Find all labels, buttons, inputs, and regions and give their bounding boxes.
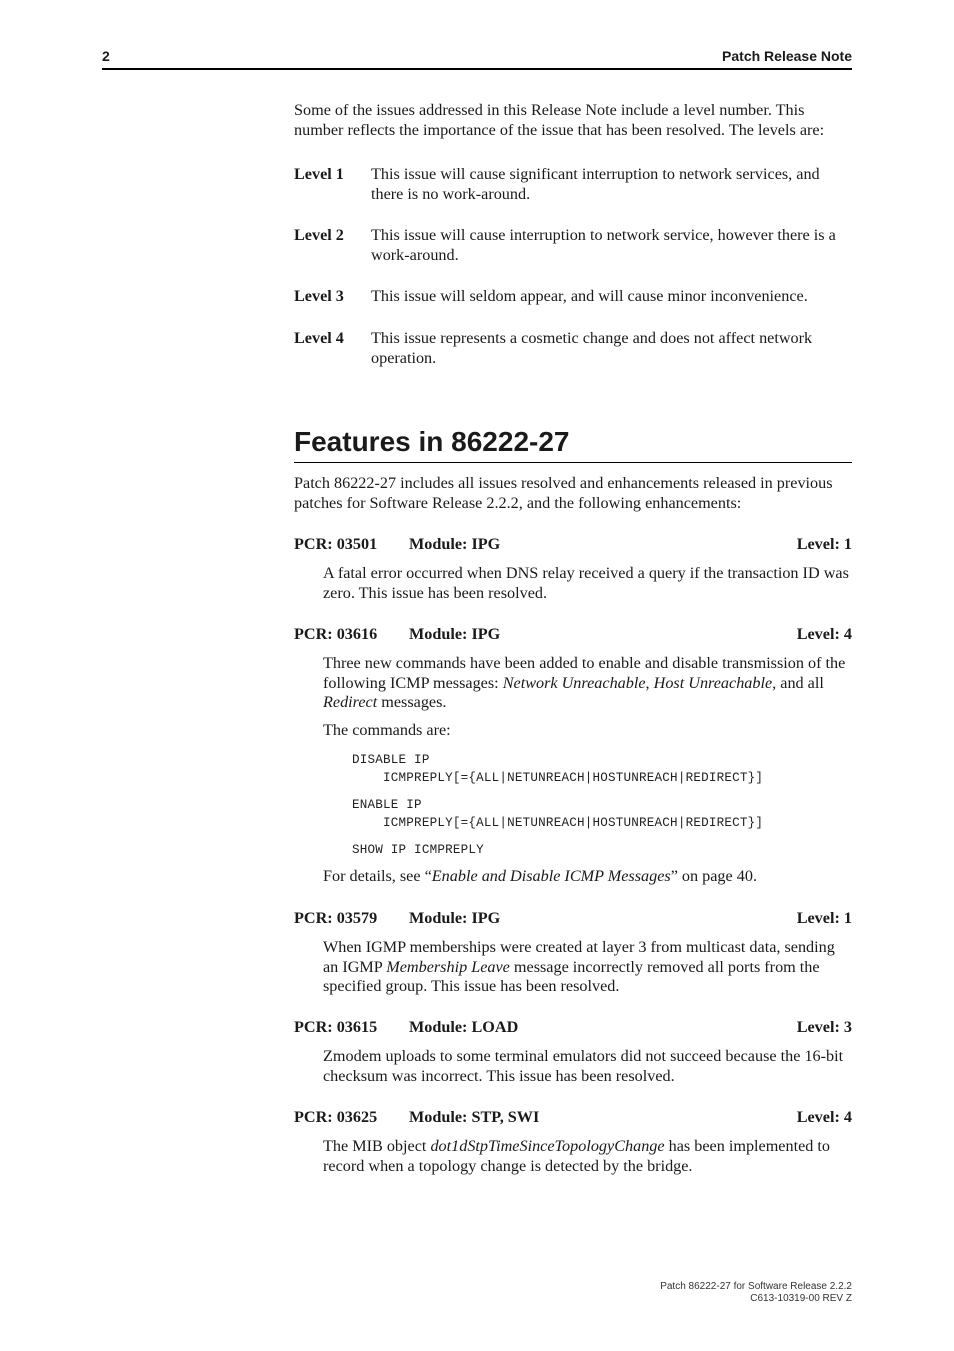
pcr-level: Level: 4 [796, 625, 852, 643]
level-label: Level 3 [294, 287, 344, 305]
section-title: Features in 86222-27 [294, 424, 852, 463]
cross-reference-link[interactable]: Enable and Disable ICMP Messages [431, 867, 671, 885]
page-header [102, 48, 852, 70]
level-label: Level 4 [294, 329, 344, 347]
pcr-heading [294, 1108, 852, 1128]
footer-release: Patch 86222-27 for Software Release 2.2.2 [660, 1281, 852, 1292]
level-label: Level 1 [294, 165, 344, 183]
pcr-description: Zmodem uploads to some terminal emulators did not succeed because the 16-bit checksum was incorrect. This issue has been resolved. [323, 1047, 844, 1085]
pcr-module: Module: LOAD [409, 1018, 519, 1036]
page-number: 2 [102, 48, 110, 64]
level-text: This issue represents a cosmetic change and does not affect network operation. [371, 329, 813, 367]
pcr-heading [294, 625, 852, 645]
pcr-level: Level: 1 [796, 909, 852, 927]
pcr-level: Level: 3 [796, 1018, 852, 1036]
level-text: This issue will cause interruption to network service, however there is a work-around. [371, 226, 836, 264]
command-line: ENABLE IP [352, 798, 422, 812]
pcr-level: Level: 1 [796, 535, 852, 553]
pcr-heading [294, 535, 852, 555]
pcr-heading [294, 1018, 852, 1038]
pcr-level: Level: 4 [796, 1108, 852, 1126]
details-reference: For details, see “Enable and Disable ICMP Messages” on page 40. [323, 867, 757, 885]
level-text: This issue will cause significant interruption to network services, and there is no work-around. [371, 165, 820, 203]
pcr-number: PCR: 03579 [294, 909, 378, 927]
pcr-description: The MIB object dot1dStpTimeSinceTopologyChange has been implemented to record when a topology change is detected by the bridge. [323, 1137, 831, 1175]
pcr-module: Module: IPG [409, 625, 501, 643]
pcr-module: Module: IPG [409, 909, 501, 927]
command-line: ICMPREPLY[={ALL|NETUNREACH|HOSTUNREACH|REDIRECT}] [352, 816, 764, 830]
pcr-module: Module: STP, SWI [409, 1108, 540, 1126]
pcr-number: PCR: 03616 [294, 625, 378, 643]
section-intro: Patch 86222-27 includes all issues resolved and enhancements released in previous patches for Software Release 2.2.2, and the following enhancements: [294, 474, 833, 512]
commands-intro: The commands are: [323, 721, 451, 739]
pcr-module: Module: IPG [409, 535, 501, 553]
header-title: Patch Release Note [722, 48, 852, 64]
pcr-description: A fatal error occurred when DNS relay received a query if the transaction ID was zero. This issue has been resolved. [323, 564, 849, 602]
page-footer [660, 1281, 852, 1305]
command-line: ICMPREPLY[={ALL|NETUNREACH|HOSTUNREACH|REDIRECT}] [352, 771, 764, 785]
level-text: This issue will seldom appear, and will cause minor inconvenience. [371, 287, 808, 305]
pcr-number: PCR: 03501 [294, 535, 378, 553]
pcr-number: PCR: 03625 [294, 1108, 378, 1126]
pcr-heading [294, 909, 852, 929]
footer-doc-number: C613-10319-00 REV Z [750, 1293, 852, 1304]
pcr-description: Three new commands have been added to enable and disable transmission of the following ICMP messages: Network Unreachable, Host Unreachable, and all Redirect messages. [323, 654, 846, 711]
level-label: Level 2 [294, 226, 344, 244]
command-line: SHOW IP ICMPREPLY [352, 843, 484, 857]
pcr-number: PCR: 03615 [294, 1018, 378, 1036]
intro-paragraph: Some of the issues addressed in this Release Note include a level number. This number reflects the importance of the issue that has been resolved. The levels are: [294, 101, 825, 139]
pcr-description: When IGMP memberships were created at layer 3 from multicast data, sending an IGMP Membership Leave message incorrectly removed all ports from the specified group. This issue has been resolved. [323, 938, 835, 995]
command-line: DISABLE IP [352, 753, 430, 767]
